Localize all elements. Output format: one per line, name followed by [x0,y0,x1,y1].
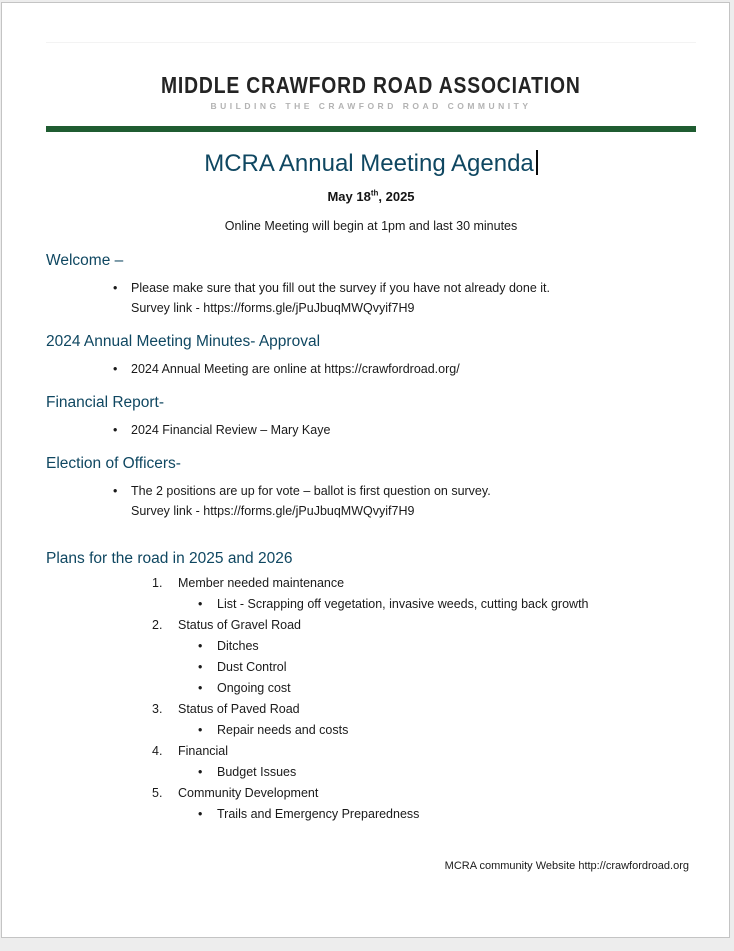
numbered-item [152,573,696,594]
item-number: 2. [152,618,163,632]
page-footer-website: MCRA community Website http://crawfordroad.org [444,860,689,872]
sub-bullet-item: • Ditches [198,636,696,657]
item-label: Community Development [178,786,319,800]
letterhead-org-name [46,73,696,97]
section-heading-financial-report: Financial Report- [46,394,165,411]
meeting-date: May 18th, 2025 [327,188,415,204]
item-label: Status of Gravel Road [178,618,301,632]
section-bullets-minutes-approval [46,359,696,379]
sub-bullet-item: • Ongoing cost [198,678,696,699]
bullet-item: • 2024 Financial Review – Mary Kaye [113,420,696,440]
letterhead-top-rule [46,42,696,43]
item-number: 1. [152,576,163,590]
date-ordinal-superscript: th [370,188,379,198]
section-bullets-election [46,481,696,521]
section-bullets-welcome [46,278,696,318]
sub-bullet-item: • Budget Issues [198,762,696,783]
item-label: Financial [178,744,229,758]
bullet-item-continuation: Survey link - https://forms.gle/jPuJbuqMWQvyif7H9 [131,301,415,315]
numbered-item [152,615,696,636]
bullet-item: • 2024 Annual Meeting are online at https://crawfordroad.org/ [113,359,696,379]
section-heading-election: Election of Officers- [46,455,181,472]
numbered-item [152,699,696,720]
letterhead-tagline: BUILDING THE CRAWFORD ROAD COMMUNITY [210,101,532,111]
item-label: Member needed maintenance [178,576,345,590]
plans-numbered-list [46,573,696,825]
section-bullets-financial-report [46,420,696,440]
item-label: Status of Paved Road [178,702,300,716]
bullet-item-continuation: Survey link - https://forms.gle/jPuJbuqMWQvyif7H9 [131,504,415,518]
document-title [46,149,696,179]
sub-bullet-item: • List - Scrapping off vegetation, invasive weeds, cutting back growth [198,594,696,615]
document-title-text: MCRA Annual Meeting Agenda [204,150,534,177]
bullet-item: • The 2 positions are up for vote – ballot is first question on survey. [113,481,696,501]
green-accent-bar [46,126,696,132]
section-heading-welcome: Welcome – [46,252,124,269]
item-number: 5. [152,786,163,800]
item-number: 3. [152,702,163,716]
meeting-info: Online Meeting will begin at 1pm and last 30 minutes [224,219,518,233]
letterhead-org-name-text: MIDDLE CRAWFORD ROAD ASSOCIATION [161,72,581,98]
sub-bullet-item: • Repair needs and costs [198,720,696,741]
bullet-item: • Please make sure that you fill out the survey if you have not already done it. [113,278,696,298]
item-number: 4. [152,744,163,758]
section-heading-plans: Plans for the road in 2025 and 2026 [46,550,293,567]
section-heading-minutes-approval: 2024 Annual Meeting Minutes- Approval [46,333,321,350]
sub-bullet-item: • Dust Control [198,657,696,678]
numbered-item [152,783,696,804]
numbered-item [152,741,696,762]
sub-bullet-item: • Trails and Emergency Preparedness [198,804,696,825]
text-cursor [536,150,538,175]
document-page[interactable] [1,2,730,938]
